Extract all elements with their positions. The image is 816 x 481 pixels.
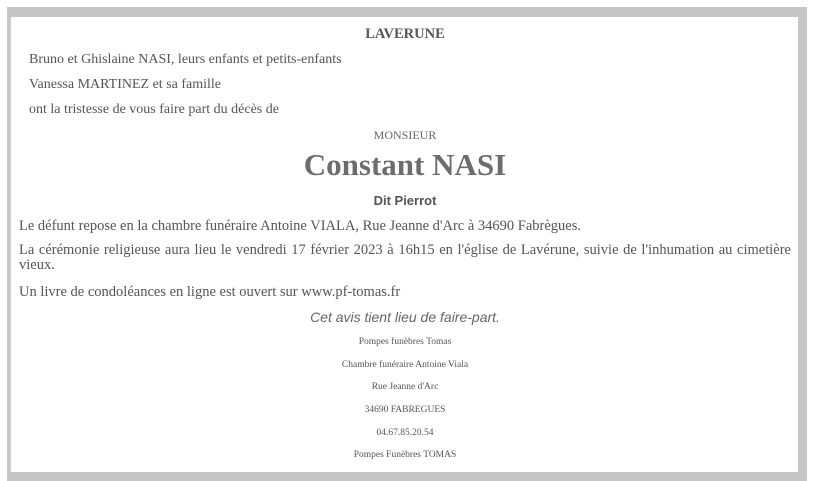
notice-statement: Cet avis tient lieu de faire-part. [310, 309, 500, 325]
family-line-3: ont la tristesse de vous faire part du décès de [29, 102, 279, 117]
city-heading: LAVERUNE [365, 26, 445, 42]
paragraph-ceremony: La cérémonie religieuse aura lieu le vendredi 17 février 2023 à 16h15 en l'église de Lavérune, suivie de l'inhumation au cimetière vieux. [19, 242, 791, 273]
deceased-title: MONSIEUR [373, 128, 437, 142]
deceased-alias: Dit Pierrot [373, 193, 437, 208]
paragraph-condolences: Un livre de condoléances en ligne est ouvert sur www.pf-tomas.fr [19, 284, 401, 300]
footer-line: Rue Jeanne d'Arc [371, 382, 439, 392]
paragraph-repose: Le défunt repose en la chambre funéraire Antoine VIALA, Rue Jeanne d'Arc à 34690 Fabrègues. [19, 218, 582, 234]
footer-line: Pompes Funèbres TOMAS [353, 450, 457, 460]
obituary-panel [10, 17, 798, 472]
footer-line: Chambre funéraire Antoine Viala [341, 360, 469, 370]
footer-line: 34690 FABREGUES [364, 405, 446, 415]
deceased-name: Constant NASI [303, 147, 507, 182]
footer-line: Pompes funèbres Tomas [358, 337, 452, 347]
footer-line: 04.67.85.20.54 [376, 428, 434, 438]
family-line-1: Bruno et Ghislaine NASI, leurs enfants et petits-enfants [29, 52, 342, 67]
family-line-2: Vanessa MARTINEZ et sa famille [29, 77, 221, 92]
